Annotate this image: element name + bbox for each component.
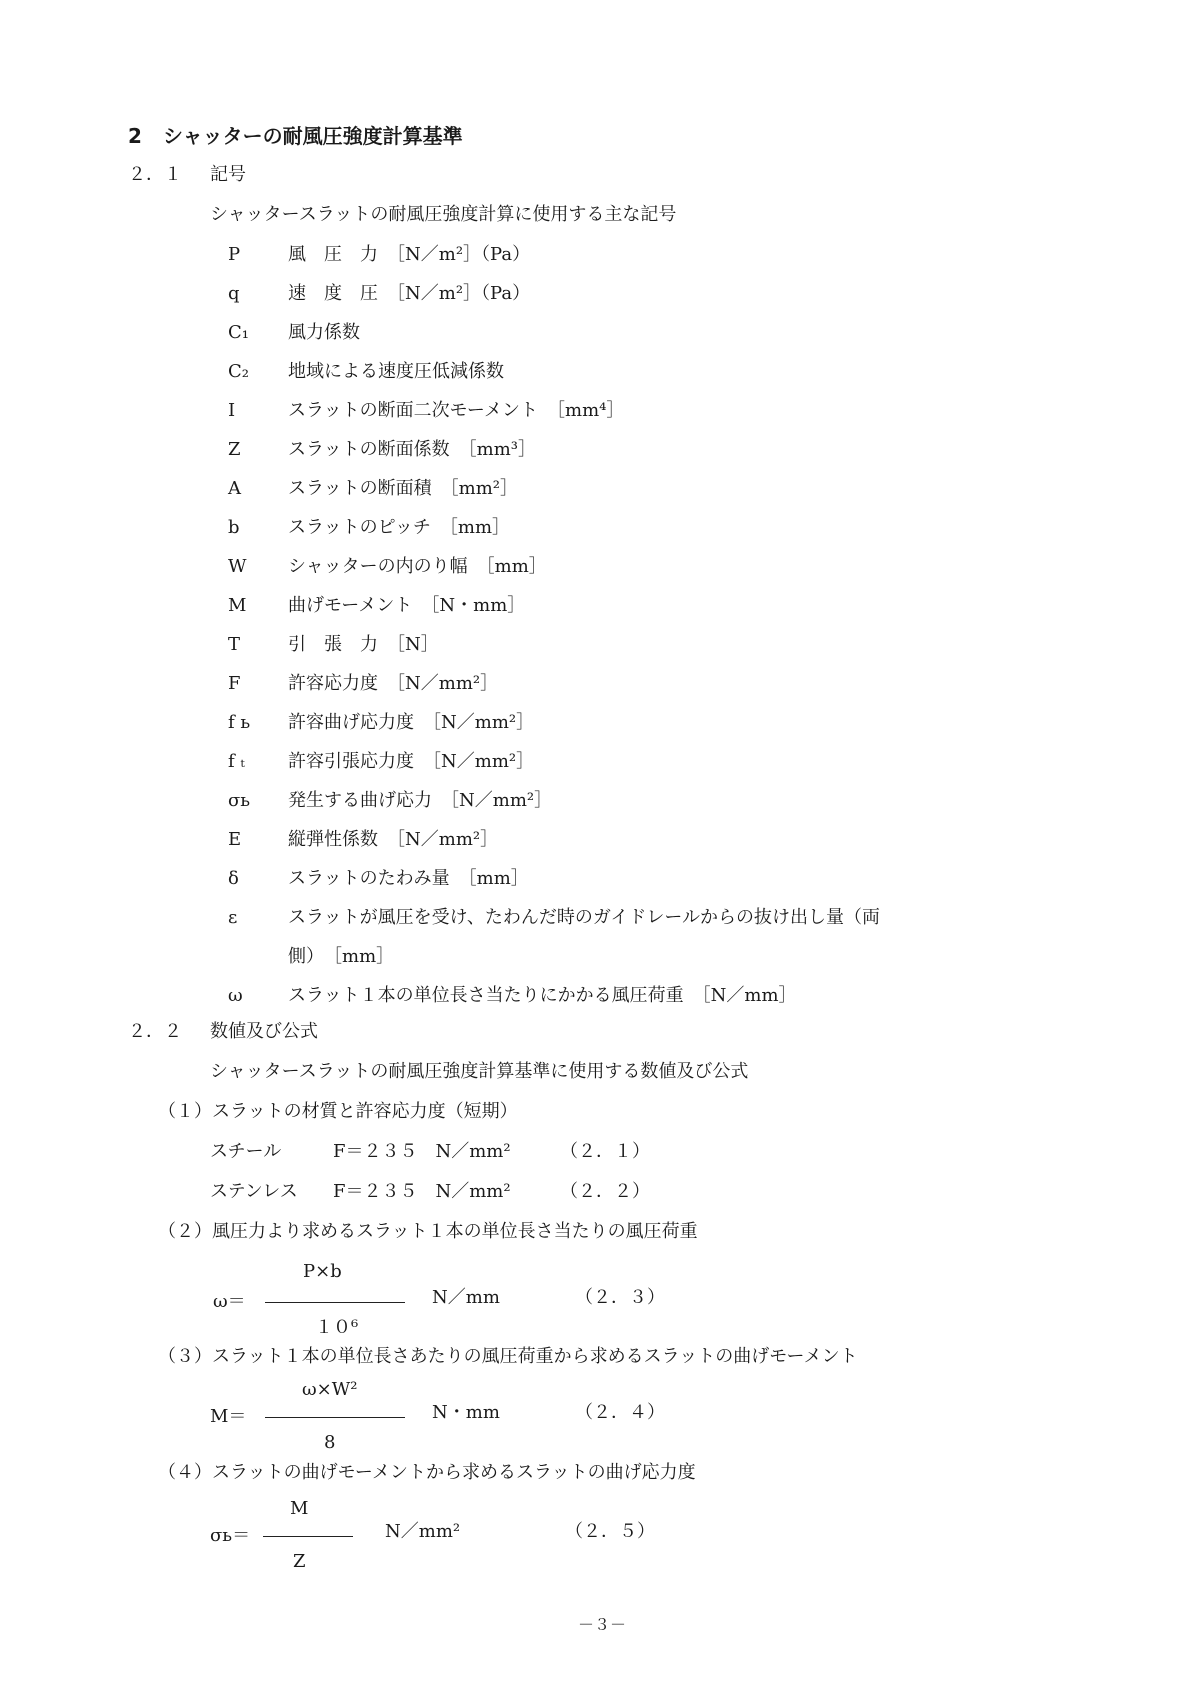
equation-number-2-1: （２．１） — [560, 1141, 650, 1162]
symbol-ft-desc: 許容引張応力度 ［N／mm²］ — [288, 751, 535, 772]
symbol-sigma-b: σь — [228, 790, 251, 811]
symbol-fb: f ь — [228, 712, 251, 733]
symbol-z-desc: スラットの断面係数 ［mm³］ — [288, 439, 536, 460]
formula-2-4-fraction-bar — [265, 1417, 405, 1418]
subsection-2-1-title: 記号 — [210, 164, 246, 185]
item-1-formula-steel: F＝２３５ N／mm² — [333, 1141, 511, 1162]
symbol-fb-desc: 許容曲げ応力度 ［N／mm²］ — [288, 712, 535, 733]
page-number: －３－ — [578, 1615, 627, 1634]
subsection-2-2-number: ２．２ — [128, 1021, 182, 1042]
equation-number-2-4: （２．４） — [575, 1402, 665, 1423]
formula-2-5-unit: N／mm² — [385, 1521, 461, 1542]
section-title: シャッターの耐風圧強度計算基準 — [163, 124, 463, 148]
formula-2-5-denominator: Z — [293, 1551, 306, 1572]
subsection-2-1-intro: シャッタースラットの耐風圧強度計算に使用する主な記号 — [210, 204, 677, 225]
symbol-delta: δ — [228, 868, 239, 889]
symbol-omega-desc: スラット１本の単位長さ当たりにかかる風圧荷重 ［N／mm］ — [288, 985, 797, 1006]
symbol-i-desc: スラットの断面二次モーメント ［mm⁴］ — [288, 400, 625, 421]
symbol-c1: C₁ — [228, 322, 249, 343]
symbol-t-desc: 引 張 力 ［N］ — [288, 634, 439, 655]
symbol-f: F — [228, 673, 241, 694]
symbol-epsilon-desc: スラットが風圧を受け、たわんだ時のガイドレールからの抜け出し量（両 — [288, 907, 881, 928]
formula-2-5-numerator: M — [290, 1498, 309, 1519]
subsection-2-1-number: ２．１ — [128, 164, 182, 185]
item-3-heading: （３）スラット１本の単位長さあたりの風圧荷重から求めるスラットの曲げモーメント — [158, 1346, 858, 1367]
item-4-heading: （４）スラットの曲げモーメントから求めるスラットの曲げ応力度 — [158, 1462, 696, 1483]
symbol-epsilon: ε — [228, 907, 238, 928]
symbol-e: E — [228, 829, 242, 850]
symbol-epsilon-desc-cont: 側） ［mm］ — [288, 946, 395, 967]
symbol-p-desc: 風 圧 力 ［N／m²］（Pa） — [288, 244, 531, 265]
symbol-e-desc: 縦弾性係数 ［N／mm²］ — [288, 829, 499, 850]
formula-2-5-lhs: σь＝ — [210, 1525, 251, 1546]
formula-2-3-lhs: ω＝ — [213, 1291, 246, 1312]
item-1-material-steel: スチール — [210, 1141, 282, 1162]
item-2-heading: （２）風圧力より求めるスラット１本の単位長さ当たりの風圧荷重 — [158, 1221, 698, 1242]
formula-2-3-unit: N／mm — [432, 1287, 500, 1308]
formula-2-3-fraction-bar — [265, 1302, 405, 1303]
symbol-q-desc: 速 度 圧 ［N／m²］（Pa） — [288, 283, 531, 304]
formula-2-3-denominator: １０⁶ — [315, 1317, 359, 1338]
symbol-i: I — [228, 400, 236, 421]
item-1-formula-stainless: F＝２３５ N／mm² — [333, 1181, 511, 1202]
formula-2-3-numerator: P×b — [303, 1261, 342, 1282]
equation-number-2-2: （２．２） — [560, 1181, 650, 1202]
formula-2-4-unit: N・mm — [432, 1402, 500, 1423]
symbol-c1-desc: 風力係数 — [288, 322, 360, 343]
symbol-omega: ω — [228, 985, 243, 1006]
symbol-b: b — [228, 517, 240, 538]
equation-number-2-5: （２．５） — [565, 1521, 655, 1542]
equation-number-2-3: （２．３） — [575, 1287, 665, 1308]
symbol-a-desc: スラットの断面積 ［mm²］ — [288, 478, 518, 499]
subsection-2-2-intro: シャッタースラットの耐風圧強度計算基準に使用する数値及び公式 — [210, 1061, 749, 1082]
symbol-c2-desc: 地域による速度圧低減係数 — [288, 361, 504, 382]
symbol-sigma-b-desc: 発生する曲げ応力 ［N／mm²］ — [288, 790, 553, 811]
symbol-a: A — [228, 478, 241, 499]
formula-2-4-numerator: ω×W² — [302, 1379, 358, 1400]
formula-2-4-lhs: M＝ — [210, 1406, 247, 1427]
symbol-w: W — [228, 556, 247, 577]
item-1-material-stainless: ステンレス — [210, 1181, 298, 1202]
symbol-t: T — [228, 634, 241, 655]
symbol-f-desc: 許容応力度 ［N／mm²］ — [288, 673, 499, 694]
symbol-m-desc: 曲げモーメント ［N・mm］ — [288, 595, 526, 616]
symbol-m: M — [228, 595, 247, 616]
symbol-b-desc: スラットのピッチ ［mm］ — [288, 517, 511, 538]
symbol-p: P — [228, 244, 241, 265]
symbol-q: q — [228, 283, 240, 304]
symbol-delta-desc: スラットのたわみ量 ［mm］ — [288, 868, 529, 889]
symbol-c2: C₂ — [228, 361, 249, 382]
subsection-2-2-title: 数値及び公式 — [210, 1021, 318, 1042]
symbol-w-desc: シャッターの内のり幅 ［mm］ — [288, 556, 547, 577]
formula-2-4-denominator: 8 — [324, 1432, 336, 1453]
item-1-heading: （１）スラットの材質と許容応力度（短期） — [158, 1101, 518, 1122]
formula-2-5-fraction-bar — [263, 1536, 353, 1537]
symbol-ft: f ₜ — [228, 751, 245, 772]
symbol-z: Z — [228, 439, 241, 460]
section-number: 2 — [128, 124, 142, 148]
